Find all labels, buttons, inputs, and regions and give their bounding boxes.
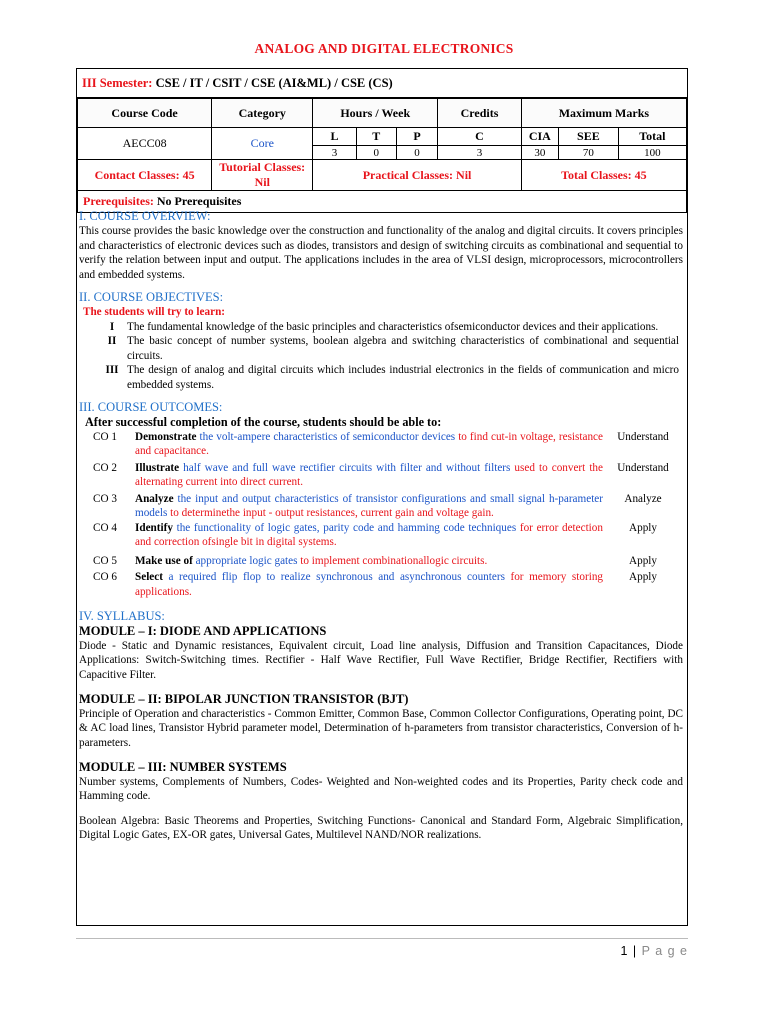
prereq-label: Prerequisites: — [83, 194, 154, 208]
outcomes-intro: After successful completion of the course, students should be able to: — [85, 415, 442, 429]
category-value: Core — [212, 128, 313, 160]
document-title: ANALOG AND DIGITAL ELECTRONICS — [254, 41, 514, 56]
outcome-level: Understand — [617, 430, 669, 443]
outcome-verb: Illustrate — [135, 461, 180, 474]
outcome-blue: half wave and full wave rectifier circuits with filter and without filters — [179, 461, 511, 474]
value-L: 3 — [313, 146, 356, 160]
value-T: 0 — [356, 146, 396, 160]
outcomes-heading: III. COURSE OUTCOMES: — [79, 400, 223, 414]
tutorial-classes: Tutorial Classes: Nil — [212, 160, 313, 191]
module-title: MODULE – I: DIODE AND APPLICATIONS — [79, 624, 327, 638]
total-classes: Total Classes: 45 — [521, 160, 686, 191]
outcome-item — [93, 492, 683, 521]
outcome-num: CO 5 — [93, 554, 117, 567]
outcome-red: to implement combinationallogic circuits. — [297, 554, 488, 567]
outcome-blue: the functionality of logic gates, parity code and hamming code techniques — [172, 521, 517, 534]
header-course-code: Course Code — [78, 99, 212, 128]
course-code-value: AECC08 — [78, 128, 212, 160]
label-T: T — [356, 128, 396, 146]
objective-item — [97, 363, 683, 392]
outcome-level: Understand — [617, 461, 669, 474]
outcome-red: for error detection and correction ofsingle bit in digital systems. — [135, 521, 603, 548]
value-CIA: 30 — [521, 146, 558, 160]
outcome-level: Apply — [629, 554, 657, 567]
objectives-intro: The students will try to learn: — [83, 306, 226, 318]
module-text: Number systems, Complements of Numbers, Codes- Weighted and Non-weighted codes and its Properties, Parity check code and Hamming code. — [79, 775, 683, 802]
label-L: L — [313, 128, 356, 146]
value-SEE: 70 — [558, 146, 618, 160]
outcome-blue: the input and output characteristics of transistor configurations and small signal h-parameter models — [135, 492, 603, 519]
objective-num: III — [105, 364, 119, 376]
outcome-level: Apply — [629, 521, 657, 534]
course-meta-table — [77, 98, 687, 213]
practical-classes: Practical Classes: Nil — [313, 160, 521, 191]
outcome-item — [93, 570, 683, 599]
outcome-red: used to convert the alternating current into direct current. — [135, 461, 603, 488]
module-text: Boolean Algebra: Basic Theorems and Properties, Switching Functions- Canonical and Standard Form, Algebraic Simplification, Digital Logic Gates, EX-OR gates, Universal Gates, Multilevel NAND/NOR realizations. — [79, 814, 683, 841]
overview-text: This course provides the basic knowledge over the construction and functionality of the analog and digital circuits. It covers principles and characteristics of electronic devices such as diodes, transistors and design of switching circuits as combinational and sequential to verify the relation between input and output. The applications includes in the area of VLSI design, microprocessors, microcontrollers and embedded systems. — [79, 225, 683, 281]
header-max-marks: Maximum Marks — [521, 99, 686, 128]
prereq-value: No Prerequisites — [156, 194, 242, 208]
page-footer — [620, 944, 688, 958]
objective-text: The fundamental knowledge of the basic principles and characteristics ofsemiconductor devices and their applications. — [127, 320, 659, 333]
label-C: C — [438, 128, 522, 146]
page-separator: | — [628, 944, 642, 958]
value-C: 3 — [438, 146, 522, 160]
module-text: Principle of Operation and characteristics - Common Emitter, Common Base, Common Collector Configurations, Operating point, DC & AC load lines, Transistor Hybrid parameter model, Determination of h-parameters from transistor characteristics, Conversion of h-parameters. — [79, 707, 683, 749]
outcome-item — [93, 430, 683, 459]
objective-text: The basic concept of number systems, boolean algebra and switching characteristics of combinational and sequential circuits. — [127, 335, 679, 362]
outcome-blue: appropriate logic gates — [192, 554, 298, 567]
outcome-verb: Demonstrate — [135, 430, 197, 443]
semester-branches: CSE / IT / CSIT / CSE (AI&ML) / CSE (CS) — [155, 76, 393, 90]
outcome-num: CO 3 — [93, 492, 117, 505]
course-body — [79, 209, 683, 843]
outcome-blue: the volt-ampere characteristics of semiconductor devices — [196, 430, 456, 443]
outcome-num: CO 2 — [93, 461, 117, 474]
contact-classes: Contact Classes: 45 — [78, 160, 212, 191]
outcome-red: to find cut-in voltage, resistance and capacitance. — [135, 430, 603, 457]
page-label: P a g e — [641, 944, 688, 958]
footer-divider — [76, 938, 688, 939]
header-category: Category — [212, 99, 313, 128]
value-Total: 100 — [618, 146, 686, 160]
outcome-item — [93, 521, 683, 550]
outcome-level: Apply — [629, 571, 657, 583]
objective-num: II — [107, 335, 117, 347]
value-P: 0 — [396, 146, 437, 160]
outcome-verb: Identify — [135, 521, 173, 534]
outcome-num: CO 6 — [93, 571, 117, 583]
objective-text: The design of analog and digital circuits which includes industrial electronics in the fields of communication and micro embedded systems. — [127, 364, 679, 391]
label-P: P — [396, 128, 437, 146]
overview-heading: I. COURSE OVERVIEW: — [79, 209, 211, 223]
page-number: 1 — [620, 944, 629, 958]
outcome-verb: Make use of — [135, 554, 193, 567]
outcome-item — [93, 461, 683, 490]
outcome-num: CO 1 — [93, 430, 117, 443]
module-text: Diode - Static and Dynamic resistances, Equivalent circuit, Load line analysis, Diffusion and Transition Capacitances, Diode Applications: Switch-Switching times. Rectifier - Half Wave Rectifier, Full Wave Rectifier, Bridge Rectifier, Rectifiers with Capacitive Filter. — [79, 639, 683, 681]
syllabus-heading: IV. SYLLABUS: — [79, 609, 165, 623]
label-CIA: CIA — [521, 128, 558, 146]
label-SEE: SEE — [558, 128, 618, 146]
objective-item — [97, 334, 683, 363]
semester-row — [77, 69, 687, 98]
objective-item — [97, 320, 683, 335]
header-hours-week: Hours / Week — [313, 99, 438, 128]
objective-num: I — [109, 320, 115, 333]
outcome-verb: Analyze — [135, 492, 174, 505]
module-title: MODULE – III: NUMBER SYSTEMS — [79, 760, 287, 774]
outcome-blue: a required flip flop to realize synchronous and asynchronous counters — [162, 571, 505, 583]
outcome-level: Analyze — [624, 492, 662, 505]
module-title: MODULE – II: BIPOLAR JUNCTION TRANSISTOR (BJT) — [79, 692, 409, 706]
objectives-heading: II. COURSE OBJECTIVES: — [79, 290, 224, 304]
outcome-red: for memory storing applications. — [135, 571, 604, 598]
course-frame — [76, 68, 688, 926]
outcome-item — [93, 554, 683, 569]
header-credits: Credits — [438, 99, 522, 128]
outcome-verb: Select — [135, 571, 163, 583]
label-Total: Total — [618, 128, 686, 146]
outcome-red: to determinethe input - output resistances, current gain and voltage gain. — [167, 507, 494, 519]
semester-label: III Semester: — [82, 76, 153, 90]
outcome-num: CO 4 — [93, 521, 117, 534]
